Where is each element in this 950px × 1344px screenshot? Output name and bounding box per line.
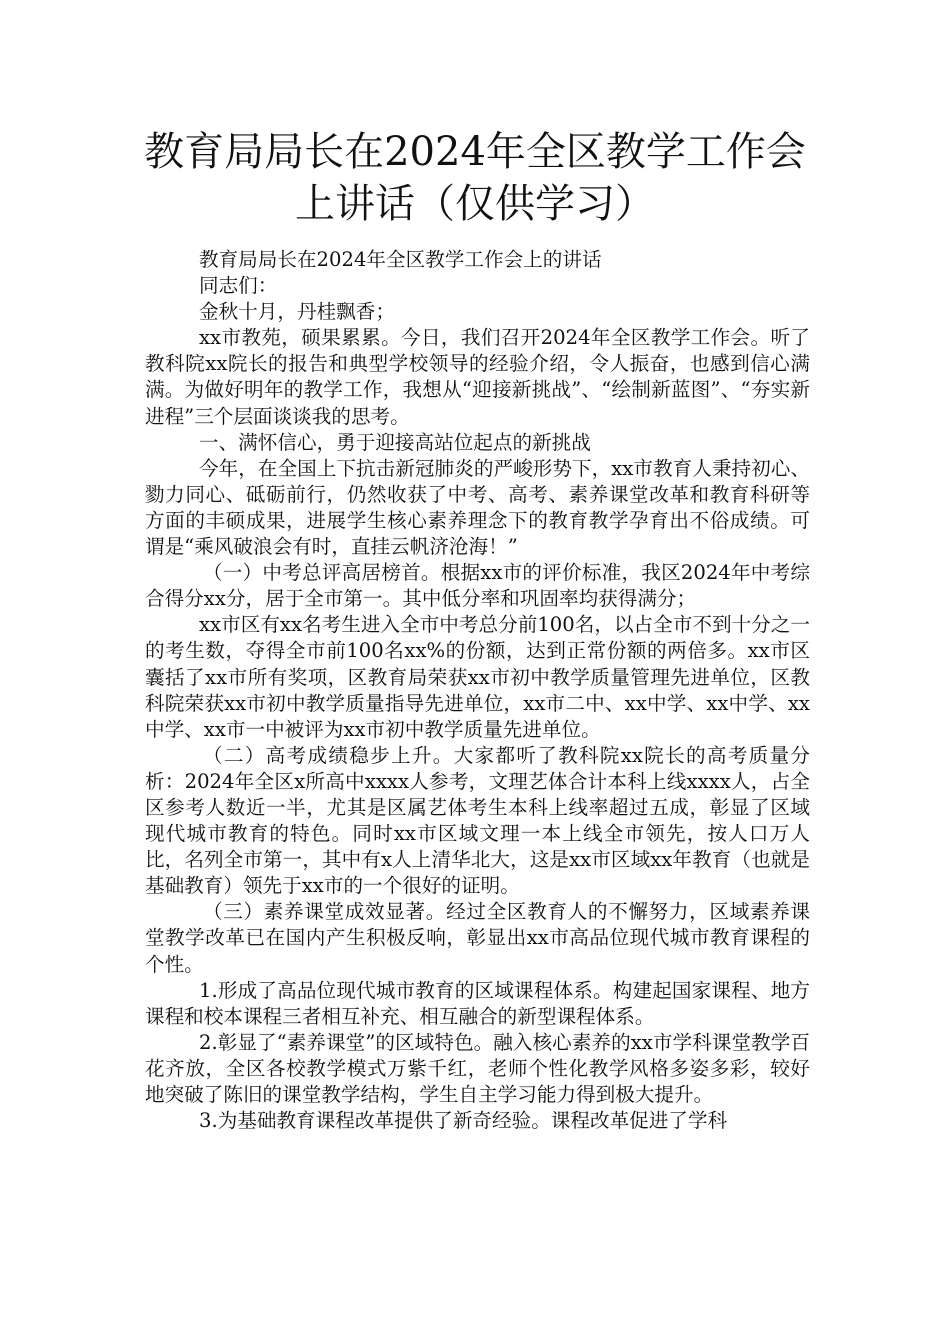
paragraph: （二）高考成绩稳步上升。大家都听了教科院xx院长的高考质量分析：2024年全区x所高中xxxx人参考，文理艺体合计本科上线xxxx人，占全区参考人数近一半，尤其是区属艺体考生本科上线率超过五成，彰显了区域现代城市教育的特色。同时xx市区域文理一本上线全市领先，按人口万人比，名列全市第一，其中有x人上清华北大，这是xx市区域xx年教育（也就是基础教育）领先于xx市的一个很好的证明。 (145, 743, 810, 898)
list-item: 3.为基础教育课程改革提供了新奇经验。课程改革促进了学科 (199, 1109, 728, 1133)
paragraph: （三）素养课堂成效显著。经过全区教育人的不懈努力，区域素养课堂教学改革已在国内产生积极反响，彰显出xx市高品位现代城市教育课程的个性。 (145, 900, 810, 976)
salutation: 同志们： (199, 274, 278, 298)
list-item: 1.形成了高品位现代城市教育的区域课程体系。构建起国家课程、地方课程和校本课程三者相互补充、相互融合的新型课程体系。 (145, 978, 810, 1028)
paragraph: （一）中考总评高居榜首。根据xx市的评价标准，我区2024年中考综合得分xx分，居于全市第一。其中低分率和巩固率均获得满分； (145, 561, 810, 611)
paragraph: xx市区有xx名考生进入全市中考总分前100名，以占全市不到十分之一的考生数，夺得全市前100名xx%的份额，达到正常份额的两倍多。xx市区囊括了xx市所有奖项，区教育局荣获xx市初中教学质量管理先进单位，区教科院荣获xx市初中教学质量指导先进单位，xx市二中、xx中学、xx中学、xx中学、xx市一中被评为xx市初中教学质量先进单位。 (145, 613, 810, 741)
document-body (145, 247, 810, 1134)
section-heading: 一、满怀信心，勇于迎接高站位起点的新挑战 (199, 430, 591, 454)
paragraph: 今年，在全国上下抗击新冠肺炎的严峻形势下，xx市教育人秉持初心、勠力同心、砥砺前行，仍然收获了中考、高考、素养课堂改革和教育科研等方面的丰硕成果，进展学生核心素养理念下的教育教学孕育出不俗成绩。可谓是“乘风破浪会有时，直挂云帆济沧海！” (145, 456, 810, 559)
document-title: 教育局局长在2024年全区教学工作会上讲话（仅供学习） (144, 129, 806, 227)
paragraph: 金秋十月，丹桂飘香； (199, 300, 395, 324)
list-item: 2.彰显了“素养课堂”的区域特色。融入核心素养的xx市学科课堂教学百花齐放，全区各校教学模式万紫千红，老师个性化教学风格多姿多彩，较好地突破了陈旧的课堂教学结构，学生自主学习能力得到极大提升。 (145, 1030, 810, 1106)
speech-heading: 教育局局长在2024年全区教学工作会上的讲话 (199, 248, 602, 271)
paragraph: xx市教苑，硕果累累。今日，我们召开2024年全区教学工作会。听了教科院xx院长的报告和典型学校领导的经验介绍，令人振奋，也感到信心满满。为做好明年的教学工作，我想从“迎接新挑战”、“绘制新蓝图”、“夯实新进程”三个层面谈谈我的思考。 (145, 326, 810, 428)
